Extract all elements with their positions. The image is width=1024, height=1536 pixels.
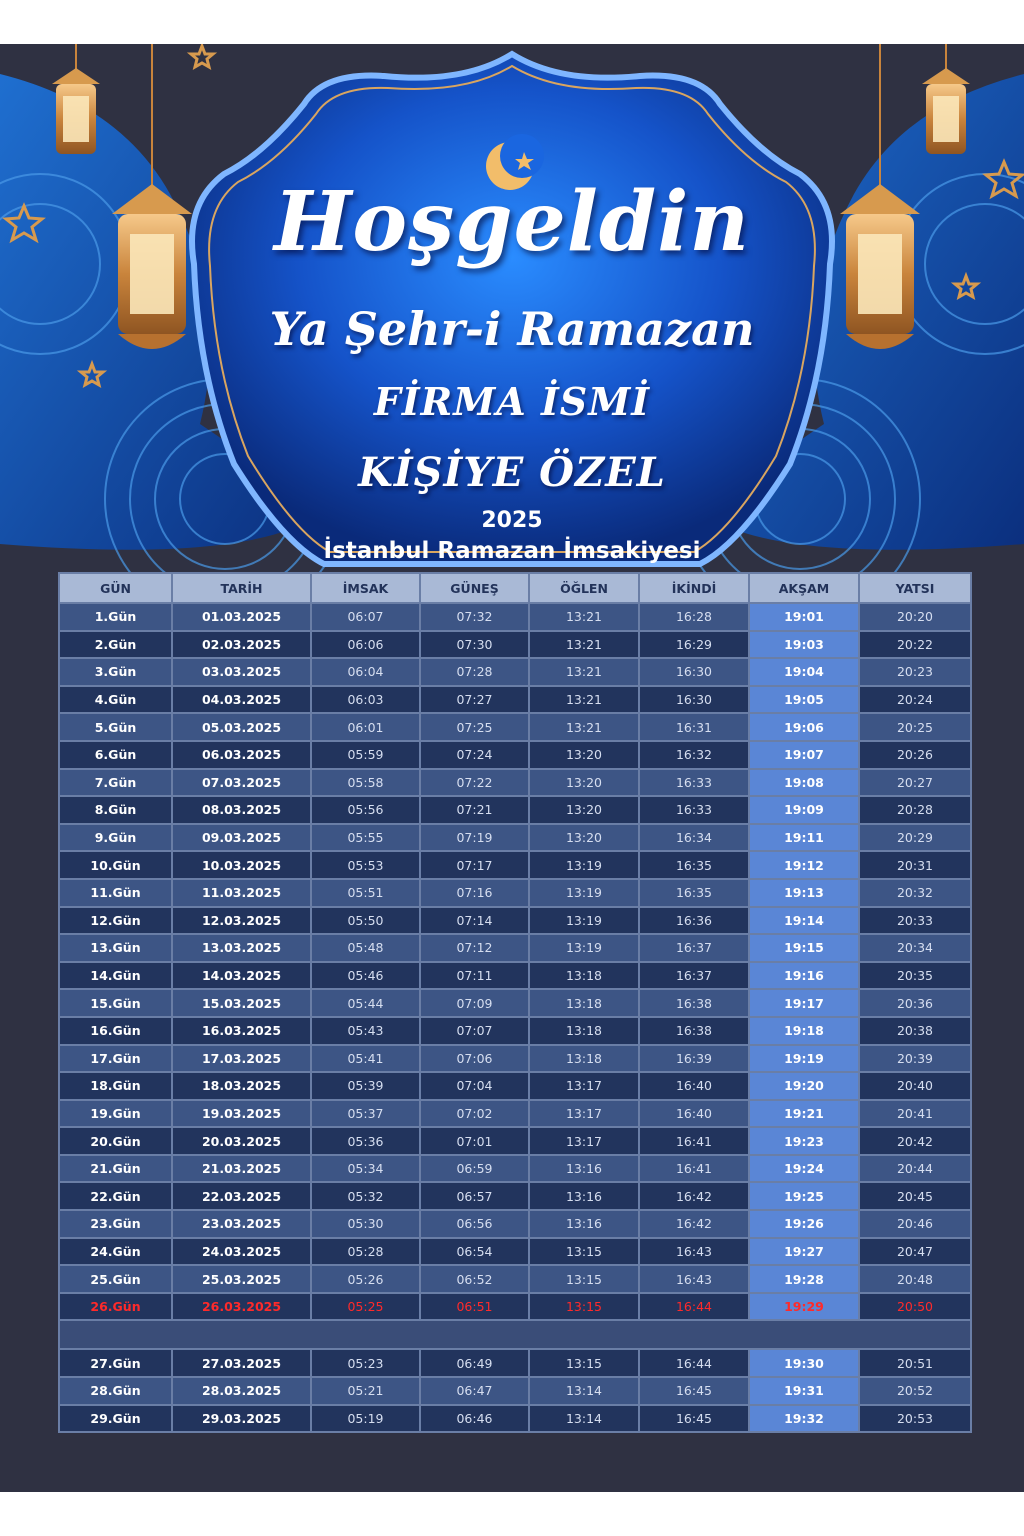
- imsak-cell: 05:43: [311, 1017, 420, 1045]
- date-cell: 05.03.2025: [172, 713, 311, 741]
- aksam-cell: 19:27: [749, 1238, 859, 1266]
- date-cell: 06.03.2025: [172, 741, 311, 769]
- column-header: AKŞAM: [749, 573, 859, 603]
- gunes-cell: 06:59: [420, 1155, 529, 1183]
- day-cell: 17.Gün: [59, 1045, 172, 1073]
- aksam-cell: 19:13: [749, 879, 859, 907]
- date-cell: 19.03.2025: [172, 1100, 311, 1128]
- date-cell: 14.03.2025: [172, 962, 311, 990]
- oglen-cell: 13:21: [529, 713, 639, 741]
- imsak-cell: 06:03: [311, 686, 420, 714]
- date-cell: 26.03.2025: [172, 1293, 311, 1321]
- oglen-cell: 13:16: [529, 1210, 639, 1238]
- table-row: [59, 1265, 971, 1293]
- yatsi-cell: 20:53: [859, 1405, 971, 1433]
- date-cell: 15.03.2025: [172, 989, 311, 1017]
- yatsi-cell: 20:27: [859, 769, 971, 797]
- date-cell: 04.03.2025: [172, 686, 311, 714]
- date-cell: 16.03.2025: [172, 1017, 311, 1045]
- oglen-cell: 13:15: [529, 1349, 639, 1377]
- aksam-cell: 19:06: [749, 713, 859, 741]
- oglen-cell: 13:20: [529, 741, 639, 769]
- yatsi-cell: 20:23: [859, 658, 971, 686]
- gunes-cell: 07:11: [420, 962, 529, 990]
- gunes-cell: 07:16: [420, 879, 529, 907]
- day-cell: 14.Gün: [59, 962, 172, 990]
- company-name: FİRMA İSMİ: [373, 379, 651, 424]
- ikindi-cell: 16:31: [639, 713, 749, 741]
- yatsi-cell: 20:38: [859, 1017, 971, 1045]
- date-cell: 20.03.2025: [172, 1127, 311, 1155]
- day-cell: 12.Gün: [59, 907, 172, 935]
- gunes-cell: 07:19: [420, 824, 529, 852]
- date-cell: 21.03.2025: [172, 1155, 311, 1183]
- column-header: YATSI: [859, 573, 971, 603]
- ramadan-subtitle: Ya Şehr-i Ramazan: [269, 302, 755, 356]
- day-cell: 23.Gün: [59, 1210, 172, 1238]
- day-cell: 9.Gün: [59, 824, 172, 852]
- yatsi-cell: 20:46: [859, 1210, 971, 1238]
- day-cell: 8.Gün: [59, 796, 172, 824]
- table-row: [59, 796, 971, 824]
- yatsi-cell: 20:32: [859, 879, 971, 907]
- gunes-cell: 07:22: [420, 769, 529, 797]
- yatsi-cell: 20:42: [859, 1127, 971, 1155]
- imsak-cell: 06:06: [311, 631, 420, 659]
- date-cell: 24.03.2025: [172, 1238, 311, 1266]
- imsak-cell: 05:25: [311, 1293, 420, 1321]
- ikindi-cell: 16:33: [639, 769, 749, 797]
- yatsi-cell: 20:26: [859, 741, 971, 769]
- yatsi-cell: 20:25: [859, 713, 971, 741]
- aksam-cell: 19:19: [749, 1045, 859, 1073]
- day-cell: 20.Gün: [59, 1127, 172, 1155]
- yatsi-cell: 20:34: [859, 934, 971, 962]
- ikindi-cell: 16:39: [639, 1045, 749, 1073]
- yatsi-cell: 20:41: [859, 1100, 971, 1128]
- yatsi-cell: 20:31: [859, 851, 971, 879]
- aksam-cell: 19:03: [749, 631, 859, 659]
- aksam-cell: 19:01: [749, 603, 859, 631]
- gunes-cell: 07:04: [420, 1072, 529, 1100]
- table-row: [59, 741, 971, 769]
- imsak-cell: 05:53: [311, 851, 420, 879]
- yatsi-cell: 20:36: [859, 989, 971, 1017]
- imsak-cell: 05:39: [311, 1072, 420, 1100]
- ikindi-cell: 16:33: [639, 796, 749, 824]
- date-cell: 18.03.2025: [172, 1072, 311, 1100]
- yatsi-cell: 20:35: [859, 962, 971, 990]
- day-cell: 27.Gün: [59, 1349, 172, 1377]
- ikindi-cell: 16:34: [639, 824, 749, 852]
- ikindi-cell: 16:43: [639, 1265, 749, 1293]
- ikindi-cell: 16:37: [639, 934, 749, 962]
- yatsi-cell: 20:40: [859, 1072, 971, 1100]
- separator-cell: [59, 1320, 971, 1349]
- aksam-cell: 19:08: [749, 769, 859, 797]
- oglen-cell: 13:21: [529, 686, 639, 714]
- date-cell: 08.03.2025: [172, 796, 311, 824]
- gunes-cell: 06:51: [420, 1293, 529, 1321]
- ikindi-cell: 16:29: [639, 631, 749, 659]
- imsak-cell: 05:23: [311, 1349, 420, 1377]
- date-cell: 02.03.2025: [172, 631, 311, 659]
- ikindi-cell: 16:42: [639, 1210, 749, 1238]
- imsak-cell: 05:30: [311, 1210, 420, 1238]
- imsak-cell: 05:26: [311, 1265, 420, 1293]
- day-cell: 19.Gün: [59, 1100, 172, 1128]
- ikindi-cell: 16:30: [639, 658, 749, 686]
- imsak-cell: 05:44: [311, 989, 420, 1017]
- day-cell: 11.Gün: [59, 879, 172, 907]
- gunes-cell: 06:47: [420, 1377, 529, 1405]
- table-row: [59, 1349, 971, 1377]
- column-header: TARİH: [172, 573, 311, 603]
- day-cell: 2.Gün: [59, 631, 172, 659]
- date-cell: 22.03.2025: [172, 1182, 311, 1210]
- aksam-cell: 19:32: [749, 1405, 859, 1433]
- imsak-cell: 05:50: [311, 907, 420, 935]
- aksam-cell: 19:31: [749, 1377, 859, 1405]
- oglen-cell: 13:19: [529, 907, 639, 935]
- imsak-cell: 05:51: [311, 879, 420, 907]
- aksam-cell: 19:07: [749, 741, 859, 769]
- table-row: [59, 879, 971, 907]
- aksam-cell: 19:11: [749, 824, 859, 852]
- imsak-cell: 05:59: [311, 741, 420, 769]
- column-header: GÜNEŞ: [420, 573, 529, 603]
- day-cell: 7.Gün: [59, 769, 172, 797]
- gunes-cell: 07:07: [420, 1017, 529, 1045]
- ikindi-cell: 16:28: [639, 603, 749, 631]
- aksam-cell: 19:16: [749, 962, 859, 990]
- column-header: İMSAK: [311, 573, 420, 603]
- table-row: [59, 1155, 971, 1183]
- gunes-cell: 07:24: [420, 741, 529, 769]
- imsak-cell: 05:19: [311, 1405, 420, 1433]
- ikindi-cell: 16:37: [639, 962, 749, 990]
- ikindi-cell: 16:36: [639, 907, 749, 935]
- day-cell: 10.Gün: [59, 851, 172, 879]
- ikindi-cell: 16:40: [639, 1072, 749, 1100]
- table-row: [59, 1210, 971, 1238]
- gunes-cell: 07:28: [420, 658, 529, 686]
- yatsi-cell: 20:50: [859, 1293, 971, 1321]
- oglen-cell: 13:18: [529, 989, 639, 1017]
- aksam-cell: 19:30: [749, 1349, 859, 1377]
- gunes-cell: 07:01: [420, 1127, 529, 1155]
- oglen-cell: 13:20: [529, 796, 639, 824]
- date-cell: 27.03.2025: [172, 1349, 311, 1377]
- aksam-cell: 19:28: [749, 1265, 859, 1293]
- yatsi-cell: 20:44: [859, 1155, 971, 1183]
- imsak-cell: 05:58: [311, 769, 420, 797]
- yatsi-cell: 20:48: [859, 1265, 971, 1293]
- date-cell: 10.03.2025: [172, 851, 311, 879]
- aksam-cell: 19:24: [749, 1155, 859, 1183]
- day-cell: 26.Gün: [59, 1293, 172, 1321]
- aksam-cell: 19:20: [749, 1072, 859, 1100]
- ikindi-cell: 16:30: [639, 686, 749, 714]
- column-header: GÜN: [59, 573, 172, 603]
- table-row: [59, 603, 971, 631]
- gunes-cell: 06:46: [420, 1405, 529, 1433]
- yatsi-cell: 20:28: [859, 796, 971, 824]
- table-row: [59, 1127, 971, 1155]
- oglen-cell: 13:21: [529, 658, 639, 686]
- gunes-cell: 06:49: [420, 1349, 529, 1377]
- gunes-cell: 07:25: [420, 713, 529, 741]
- aksam-cell: 19:17: [749, 989, 859, 1017]
- table-row: [59, 1238, 971, 1266]
- ikindi-cell: 16:35: [639, 851, 749, 879]
- ikindi-cell: 16:45: [639, 1377, 749, 1405]
- day-cell: 18.Gün: [59, 1072, 172, 1100]
- oglen-cell: 13:17: [529, 1127, 639, 1155]
- ikindi-cell: 16:44: [639, 1293, 749, 1321]
- date-cell: 03.03.2025: [172, 658, 311, 686]
- yatsi-cell: 20:47: [859, 1238, 971, 1266]
- day-cell: 13.Gün: [59, 934, 172, 962]
- day-cell: 29.Gün: [59, 1405, 172, 1433]
- day-cell: 5.Gün: [59, 713, 172, 741]
- aksam-cell: 19:12: [749, 851, 859, 879]
- oglen-cell: 13:14: [529, 1405, 639, 1433]
- separator-row: [59, 1320, 971, 1349]
- aksam-cell: 19:29: [749, 1293, 859, 1321]
- lantern-icon: [922, 44, 970, 154]
- oglen-cell: 13:15: [529, 1238, 639, 1266]
- gunes-cell: 07:12: [420, 934, 529, 962]
- imsak-cell: 05:48: [311, 934, 420, 962]
- ikindi-cell: 16:43: [639, 1238, 749, 1266]
- date-cell: 17.03.2025: [172, 1045, 311, 1073]
- date-cell: 23.03.2025: [172, 1210, 311, 1238]
- oglen-cell: 13:17: [529, 1072, 639, 1100]
- oglen-cell: 13:19: [529, 879, 639, 907]
- date-cell: 01.03.2025: [172, 603, 311, 631]
- yatsi-cell: 20:29: [859, 824, 971, 852]
- aksam-cell: 19:09: [749, 796, 859, 824]
- imsak-cell: 05:37: [311, 1100, 420, 1128]
- day-cell: 21.Gün: [59, 1155, 172, 1183]
- oglen-cell: 13:15: [529, 1293, 639, 1321]
- gunes-cell: 07:14: [420, 907, 529, 935]
- welcome-title: Hoşgeldin: [273, 174, 751, 270]
- aksam-cell: 19:21: [749, 1100, 859, 1128]
- gunes-cell: 07:32: [420, 603, 529, 631]
- oglen-cell: 13:15: [529, 1265, 639, 1293]
- day-cell: 16.Gün: [59, 1017, 172, 1045]
- date-cell: 07.03.2025: [172, 769, 311, 797]
- date-cell: 12.03.2025: [172, 907, 311, 935]
- table-row: [59, 989, 971, 1017]
- table-row: [59, 1405, 971, 1433]
- oglen-cell: 13:14: [529, 1377, 639, 1405]
- column-header: İKİNDİ: [639, 573, 749, 603]
- yatsi-cell: 20:51: [859, 1349, 971, 1377]
- aksam-cell: 19:18: [749, 1017, 859, 1045]
- oglen-cell: 13:18: [529, 962, 639, 990]
- ikindi-cell: 16:42: [639, 1182, 749, 1210]
- gunes-cell: 07:30: [420, 631, 529, 659]
- imsak-cell: 05:56: [311, 796, 420, 824]
- oglen-cell: 13:16: [529, 1182, 639, 1210]
- aksam-cell: 19:15: [749, 934, 859, 962]
- yatsi-cell: 20:33: [859, 907, 971, 935]
- table-row: [59, 824, 971, 852]
- date-cell: 25.03.2025: [172, 1265, 311, 1293]
- year-label: 2025: [481, 508, 543, 533]
- yatsi-cell: 20:52: [859, 1377, 971, 1405]
- oglen-cell: 13:21: [529, 631, 639, 659]
- imsak-cell: 06:04: [311, 658, 420, 686]
- gunes-cell: 07:09: [420, 989, 529, 1017]
- oglen-cell: 13:16: [529, 1155, 639, 1183]
- table-row: [59, 962, 971, 990]
- oglen-cell: 13:17: [529, 1100, 639, 1128]
- gunes-cell: 06:56: [420, 1210, 529, 1238]
- imsak-cell: 05:36: [311, 1127, 420, 1155]
- date-cell: 28.03.2025: [172, 1377, 311, 1405]
- oglen-cell: 13:21: [529, 603, 639, 631]
- table-row: [59, 1100, 971, 1128]
- table-row: [59, 1045, 971, 1073]
- ikindi-cell: 16:38: [639, 989, 749, 1017]
- table-row: [59, 1377, 971, 1405]
- gunes-cell: 07:27: [420, 686, 529, 714]
- gunes-cell: 07:02: [420, 1100, 529, 1128]
- table-row: [59, 769, 971, 797]
- gunes-cell: 06:54: [420, 1238, 529, 1266]
- oglen-cell: 13:19: [529, 851, 639, 879]
- yatsi-cell: 20:24: [859, 686, 971, 714]
- ikindi-cell: 16:38: [639, 1017, 749, 1045]
- ramadan-poster: [0, 44, 1024, 1492]
- ikindi-cell: 16:32: [639, 741, 749, 769]
- oglen-cell: 13:20: [529, 769, 639, 797]
- imsak-cell: 05:28: [311, 1238, 420, 1266]
- aksam-cell: 19:26: [749, 1210, 859, 1238]
- imsak-cell: 06:07: [311, 603, 420, 631]
- day-cell: 22.Gün: [59, 1182, 172, 1210]
- ikindi-cell: 16:40: [639, 1100, 749, 1128]
- gunes-cell: 07:06: [420, 1045, 529, 1073]
- day-cell: 28.Gün: [59, 1377, 172, 1405]
- date-cell: 09.03.2025: [172, 824, 311, 852]
- oglen-cell: 13:18: [529, 1017, 639, 1045]
- date-cell: 29.03.2025: [172, 1405, 311, 1433]
- imsak-cell: 05:55: [311, 824, 420, 852]
- table-row: [59, 934, 971, 962]
- gunes-cell: 07:21: [420, 796, 529, 824]
- ikindi-cell: 16:41: [639, 1127, 749, 1155]
- day-cell: 24.Gün: [59, 1238, 172, 1266]
- date-cell: 11.03.2025: [172, 879, 311, 907]
- aksam-cell: 19:25: [749, 1182, 859, 1210]
- table-row: [59, 658, 971, 686]
- table-row: [59, 713, 971, 741]
- table-row: [59, 907, 971, 935]
- oglen-cell: 13:19: [529, 934, 639, 962]
- table-row: [59, 851, 971, 879]
- personal-label: KİŞİYE ÖZEL: [358, 449, 666, 496]
- day-cell: 1.Gün: [59, 603, 172, 631]
- schedule-title: İstanbul Ramazan İmsakiyesi: [323, 538, 701, 564]
- table-header-row: [59, 573, 971, 603]
- lantern-icon: [52, 44, 100, 154]
- imsak-cell: 05:21: [311, 1377, 420, 1405]
- ikindi-cell: 16:35: [639, 879, 749, 907]
- gunes-cell: 06:52: [420, 1265, 529, 1293]
- gunes-cell: 06:57: [420, 1182, 529, 1210]
- table-row: [59, 1293, 971, 1321]
- yatsi-cell: 20:22: [859, 631, 971, 659]
- imsak-cell: 05:46: [311, 962, 420, 990]
- aksam-cell: 19:04: [749, 658, 859, 686]
- day-cell: 3.Gün: [59, 658, 172, 686]
- yatsi-cell: 20:45: [859, 1182, 971, 1210]
- column-header: ÖĞLEN: [529, 573, 639, 603]
- yatsi-cell: 20:39: [859, 1045, 971, 1073]
- ikindi-cell: 16:45: [639, 1405, 749, 1433]
- oglen-cell: 13:20: [529, 824, 639, 852]
- gunes-cell: 07:17: [420, 851, 529, 879]
- table-row: [59, 1072, 971, 1100]
- imsak-cell: 05:34: [311, 1155, 420, 1183]
- table-row: [59, 1017, 971, 1045]
- imsak-cell: 05:32: [311, 1182, 420, 1210]
- day-cell: 4.Gün: [59, 686, 172, 714]
- aksam-cell: 19:14: [749, 907, 859, 935]
- imsak-cell: 06:01: [311, 713, 420, 741]
- oglen-cell: 13:18: [529, 1045, 639, 1073]
- imsak-cell: 05:41: [311, 1045, 420, 1073]
- day-cell: 6.Gün: [59, 741, 172, 769]
- table-row: [59, 631, 971, 659]
- aksam-cell: 19:23: [749, 1127, 859, 1155]
- table-row: [59, 686, 971, 714]
- aksam-cell: 19:05: [749, 686, 859, 714]
- day-cell: 25.Gün: [59, 1265, 172, 1293]
- date-cell: 13.03.2025: [172, 934, 311, 962]
- table-row: [59, 1182, 971, 1210]
- imsakiye-table: [58, 572, 972, 1433]
- ikindi-cell: 16:41: [639, 1155, 749, 1183]
- yatsi-cell: 20:20: [859, 603, 971, 631]
- ikindi-cell: 16:44: [639, 1349, 749, 1377]
- day-cell: 15.Gün: [59, 989, 172, 1017]
